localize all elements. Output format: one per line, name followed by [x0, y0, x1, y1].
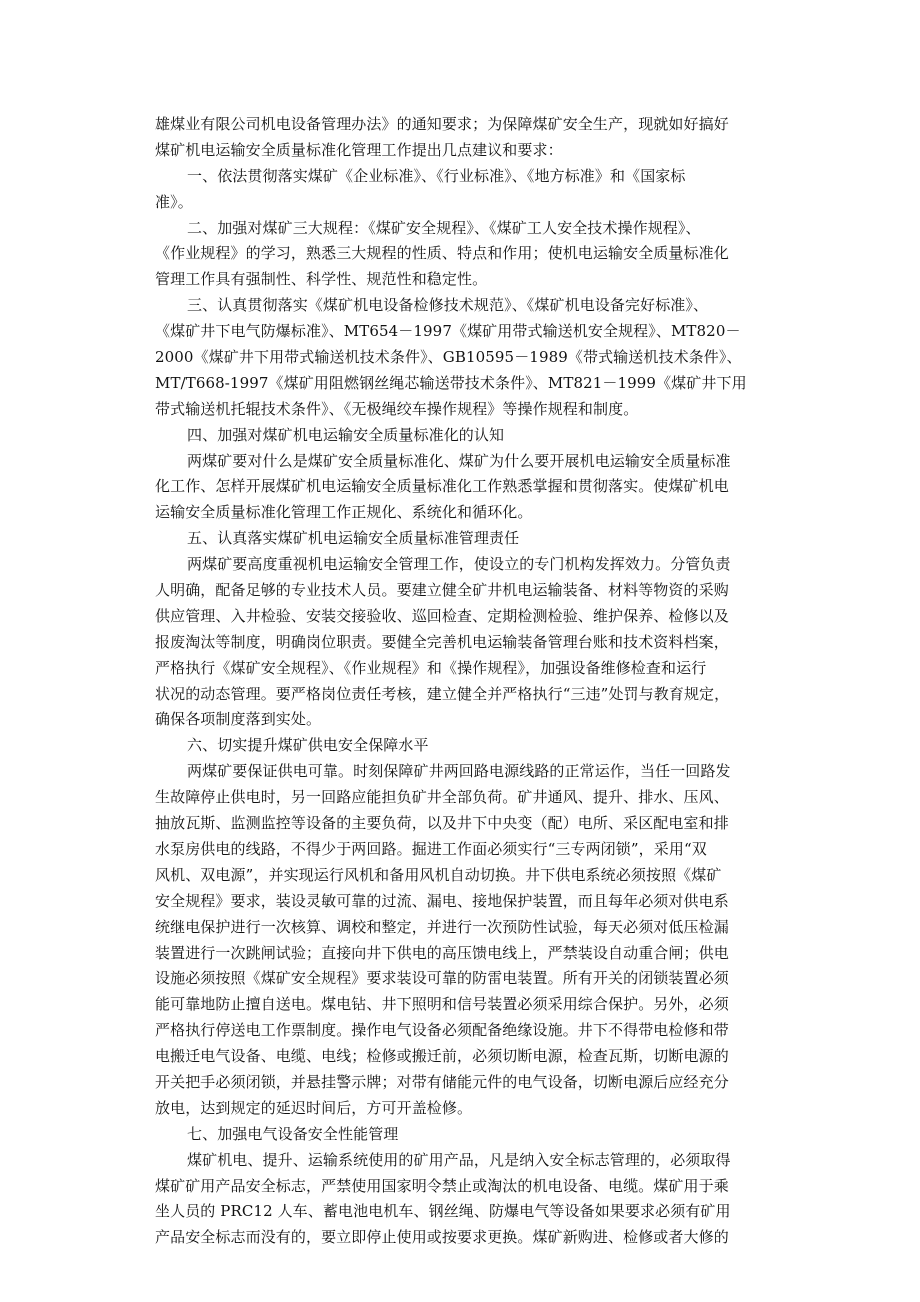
- line-text: 四、加强对煤矿机电运输安全质量标准化的认知: [187, 425, 505, 444]
- paragraph-first-line: [155, 733, 767, 759]
- line-text: 水泵房供电的线路，不得少于两回路。掘进工作面必须实行“三专两闭锁”，采用“双: [155, 839, 707, 858]
- line-text: 管理工作具有强制性、科学性、规范性和稳定性。: [155, 270, 488, 289]
- line-text: 七、加强电气设备安全性能管理: [187, 1124, 399, 1143]
- line-text: 煤矿机电、提升、运输系统使用的矿用产品，凡是纳入安全标志管理的，必须取得: [187, 1150, 731, 1169]
- paragraph-first-line: [155, 1148, 767, 1174]
- text-line: [155, 1044, 767, 1070]
- line-text: 煤矿矿用产品安全标志，严禁使用国家明令禁止或淘汰的机电设备、电缆。煤矿用于乘: [155, 1176, 729, 1195]
- text-line: [155, 837, 767, 863]
- line-text: 五、认真落实煤矿机电运输安全质量标准管理责任: [187, 529, 520, 548]
- line-text: 电搬迁电气设备、电缆、电线；检修或搬迁前，必须切断电源，检查瓦斯，切断电源的: [155, 1047, 729, 1066]
- text-line: [155, 1096, 767, 1122]
- paragraph-first-line: [155, 526, 767, 552]
- text-line: [155, 371, 767, 397]
- text-line: [155, 630, 767, 656]
- line-text: 《作业规程》的学习，熟悉三大规程的性质、特点和作用；使机电运输安全质量标准化: [155, 244, 729, 263]
- line-text: 雄煤业有限公司机电设备管理办法》的通知要求；为保障煤矿安全生产，现就如好搞好: [155, 115, 729, 133]
- paragraph-first-line: [155, 552, 767, 578]
- text-line: [155, 941, 767, 967]
- line-text: 《煤矿井下电气防爆标准》、MT654－1997《煤矿用带式输送机安全规程》、MT820－: [155, 322, 741, 341]
- text-line: [155, 319, 767, 345]
- line-text: 风机、双电源”，并实现运行风机和备用风机自动切换。井下供电系统必须按照《煤矿: [155, 865, 722, 884]
- text-line: [155, 811, 767, 837]
- text-line: [155, 656, 767, 682]
- text-line: [155, 707, 767, 733]
- text-line: [155, 785, 767, 811]
- line-text: 安全规程》要求，装设灵敏可靠的过流、漏电、接地保护装置，而且每年必须对供电系: [155, 891, 729, 910]
- line-text: 严格执行《煤矿安全规程》、《作业规程》和《操作规程》，加强设备维修检查和运行: [155, 658, 707, 677]
- line-text: 产品安全标志而没有的，要立即停止使用或按要求更换。煤矿新购进、检修或者大修的: [155, 1228, 729, 1247]
- text-line: [155, 1225, 767, 1251]
- text-line: [155, 1018, 767, 1044]
- text-line: [155, 397, 767, 423]
- line-text: 统继电保护进行一次核算、调校和整定，并进行一次预防性试验，每天必须对低压检漏: [155, 917, 729, 936]
- paragraph-first-line: [155, 216, 767, 242]
- line-text: 设施必须按照《煤矿安全规程》要求装设可靠的防雷电装置。所有开关的闭锁装置必须: [155, 969, 729, 988]
- line-text: 六、切实提升煤矿供电安全保障水平: [187, 736, 429, 755]
- paragraph-first-line: [155, 1122, 767, 1148]
- text-line: [155, 992, 767, 1018]
- paragraph-first-line: [155, 164, 767, 190]
- text-line: [155, 1174, 767, 1200]
- text-line: [155, 682, 767, 708]
- line-text: 坐人员的 PRC12 人车、蓄电池电机车、钢丝绳、防爆电气等设备如果要求必须有矿用: [155, 1202, 731, 1221]
- text-line: [155, 241, 767, 267]
- paragraph-first-line: [155, 759, 767, 785]
- text-line: [155, 578, 767, 604]
- line-text: 状况的动态管理。要严格岗位责任考核，建立健全并严格执行“三违”处罚与教育规定，: [155, 684, 730, 703]
- line-text: 两煤矿要保证供电可靠。时刻保障矿井两回路电源线路的正常运作，当任一回路发: [187, 762, 731, 781]
- text-line: [155, 1070, 767, 1096]
- document-body: [155, 112, 767, 1251]
- paragraph-first-line: [155, 449, 767, 475]
- line-text: 准》。: [155, 192, 193, 211]
- line-text: 严格执行停送电工作票制度。操作电气设备必须配备绝缘设施。井下不得带电检修和带: [155, 1021, 729, 1040]
- line-text: 两煤矿要对什么是煤矿安全质量标准化、煤矿为什么要开展机电运输安全质量标准: [187, 451, 731, 470]
- text-line: [155, 966, 767, 992]
- text-line: [155, 604, 767, 630]
- line-text: 能可靠地防止擅自送电。煤电钻、井下照明和信号装置必须采用综合保护。另外，必须: [155, 995, 729, 1014]
- line-text: 报废淘汰等制度，明确岗位职责。要健全完善机电运输装备管理台账和技术资料档案，: [155, 632, 729, 651]
- line-text: MT/T668-1997《煤矿用阻燃钢丝绳芯输送带技术条件》、MT821－1999《煤矿井下用: [155, 373, 747, 392]
- line-text: 两煤矿要高度重视机电运输安全管理工作，使设立的专门机构发挥效力。分管负责: [187, 555, 731, 574]
- paragraph-first-line: [155, 423, 767, 449]
- line-text: 一、依法贯彻落实煤矿《企业标准》、《行业标准》、《地方标准》和《国家标: [187, 166, 686, 185]
- text-line: [155, 138, 767, 164]
- line-text: 放电，达到规定的延迟时间后，方可开盖检修。: [155, 1098, 473, 1117]
- line-text: 2000《煤矿井下用带式输送机技术条件》、GB10595－1989《带式输送机技术条件》、: [155, 348, 742, 367]
- text-line: [155, 474, 767, 500]
- text-line: [155, 190, 767, 216]
- text-line: [155, 863, 767, 889]
- text-line: [155, 915, 767, 941]
- line-text: 开关把手必须闭锁，并悬挂警示牌；对带有储能元件的电气设备，切断电源后应经充分: [155, 1072, 729, 1091]
- line-text: 运输安全质量标准化管理工作正规化、系统化和循环化。: [155, 503, 533, 522]
- line-text: 煤矿机电运输安全质量标准化管理工作提出几点建议和要求：: [155, 140, 563, 159]
- line-text: 带式输送机托辊技术条件》、《无极绳绞车操作规程》等操作规程和制度。: [155, 399, 639, 418]
- line-text: 确保各项制度落到实处。: [155, 710, 322, 729]
- text-line: [155, 112, 767, 138]
- line-text: 抽放瓦斯、监测监控等设备的主要负荷，以及井下中央变（配）电所、采区配电室和排: [155, 814, 729, 833]
- line-text: 三、认真贯彻落实《煤矿机电设备检修技术规范》、《煤矿机电设备完好标准》、: [187, 296, 709, 315]
- text-line: [155, 267, 767, 293]
- line-text: 生故障停止供电时，另一回路应能担负矿井全部负荷。矿井通风、提升、排水、压风、: [155, 788, 729, 807]
- text-line: [155, 889, 767, 915]
- line-text: 人明确，配备足够的专业技术人员。要建立健全矿井机电运输装备、材料等物资的采购: [155, 581, 729, 600]
- text-line: [155, 1199, 767, 1225]
- paragraph-first-line: [155, 293, 767, 319]
- line-text: 装置进行一次跳闸试验；直接向井下供电的高压馈电线上，严禁装设自动重合闸；供电: [155, 943, 729, 962]
- text-line: [155, 500, 767, 526]
- text-line: [155, 345, 767, 371]
- line-text: 供应管理、入井检验、安装交接验收、巡回检查、定期检测检验、维护保养、检修以及: [155, 606, 729, 625]
- line-text: 化工作、怎样开展煤矿机电运输安全质量标准化工作熟悉掌握和贯彻落实。使煤矿机电: [155, 477, 729, 496]
- line-text: 二、加强对煤矿三大规程：《煤矿安全规程》、《煤矿工人安全技术操作规程》、: [187, 218, 701, 237]
